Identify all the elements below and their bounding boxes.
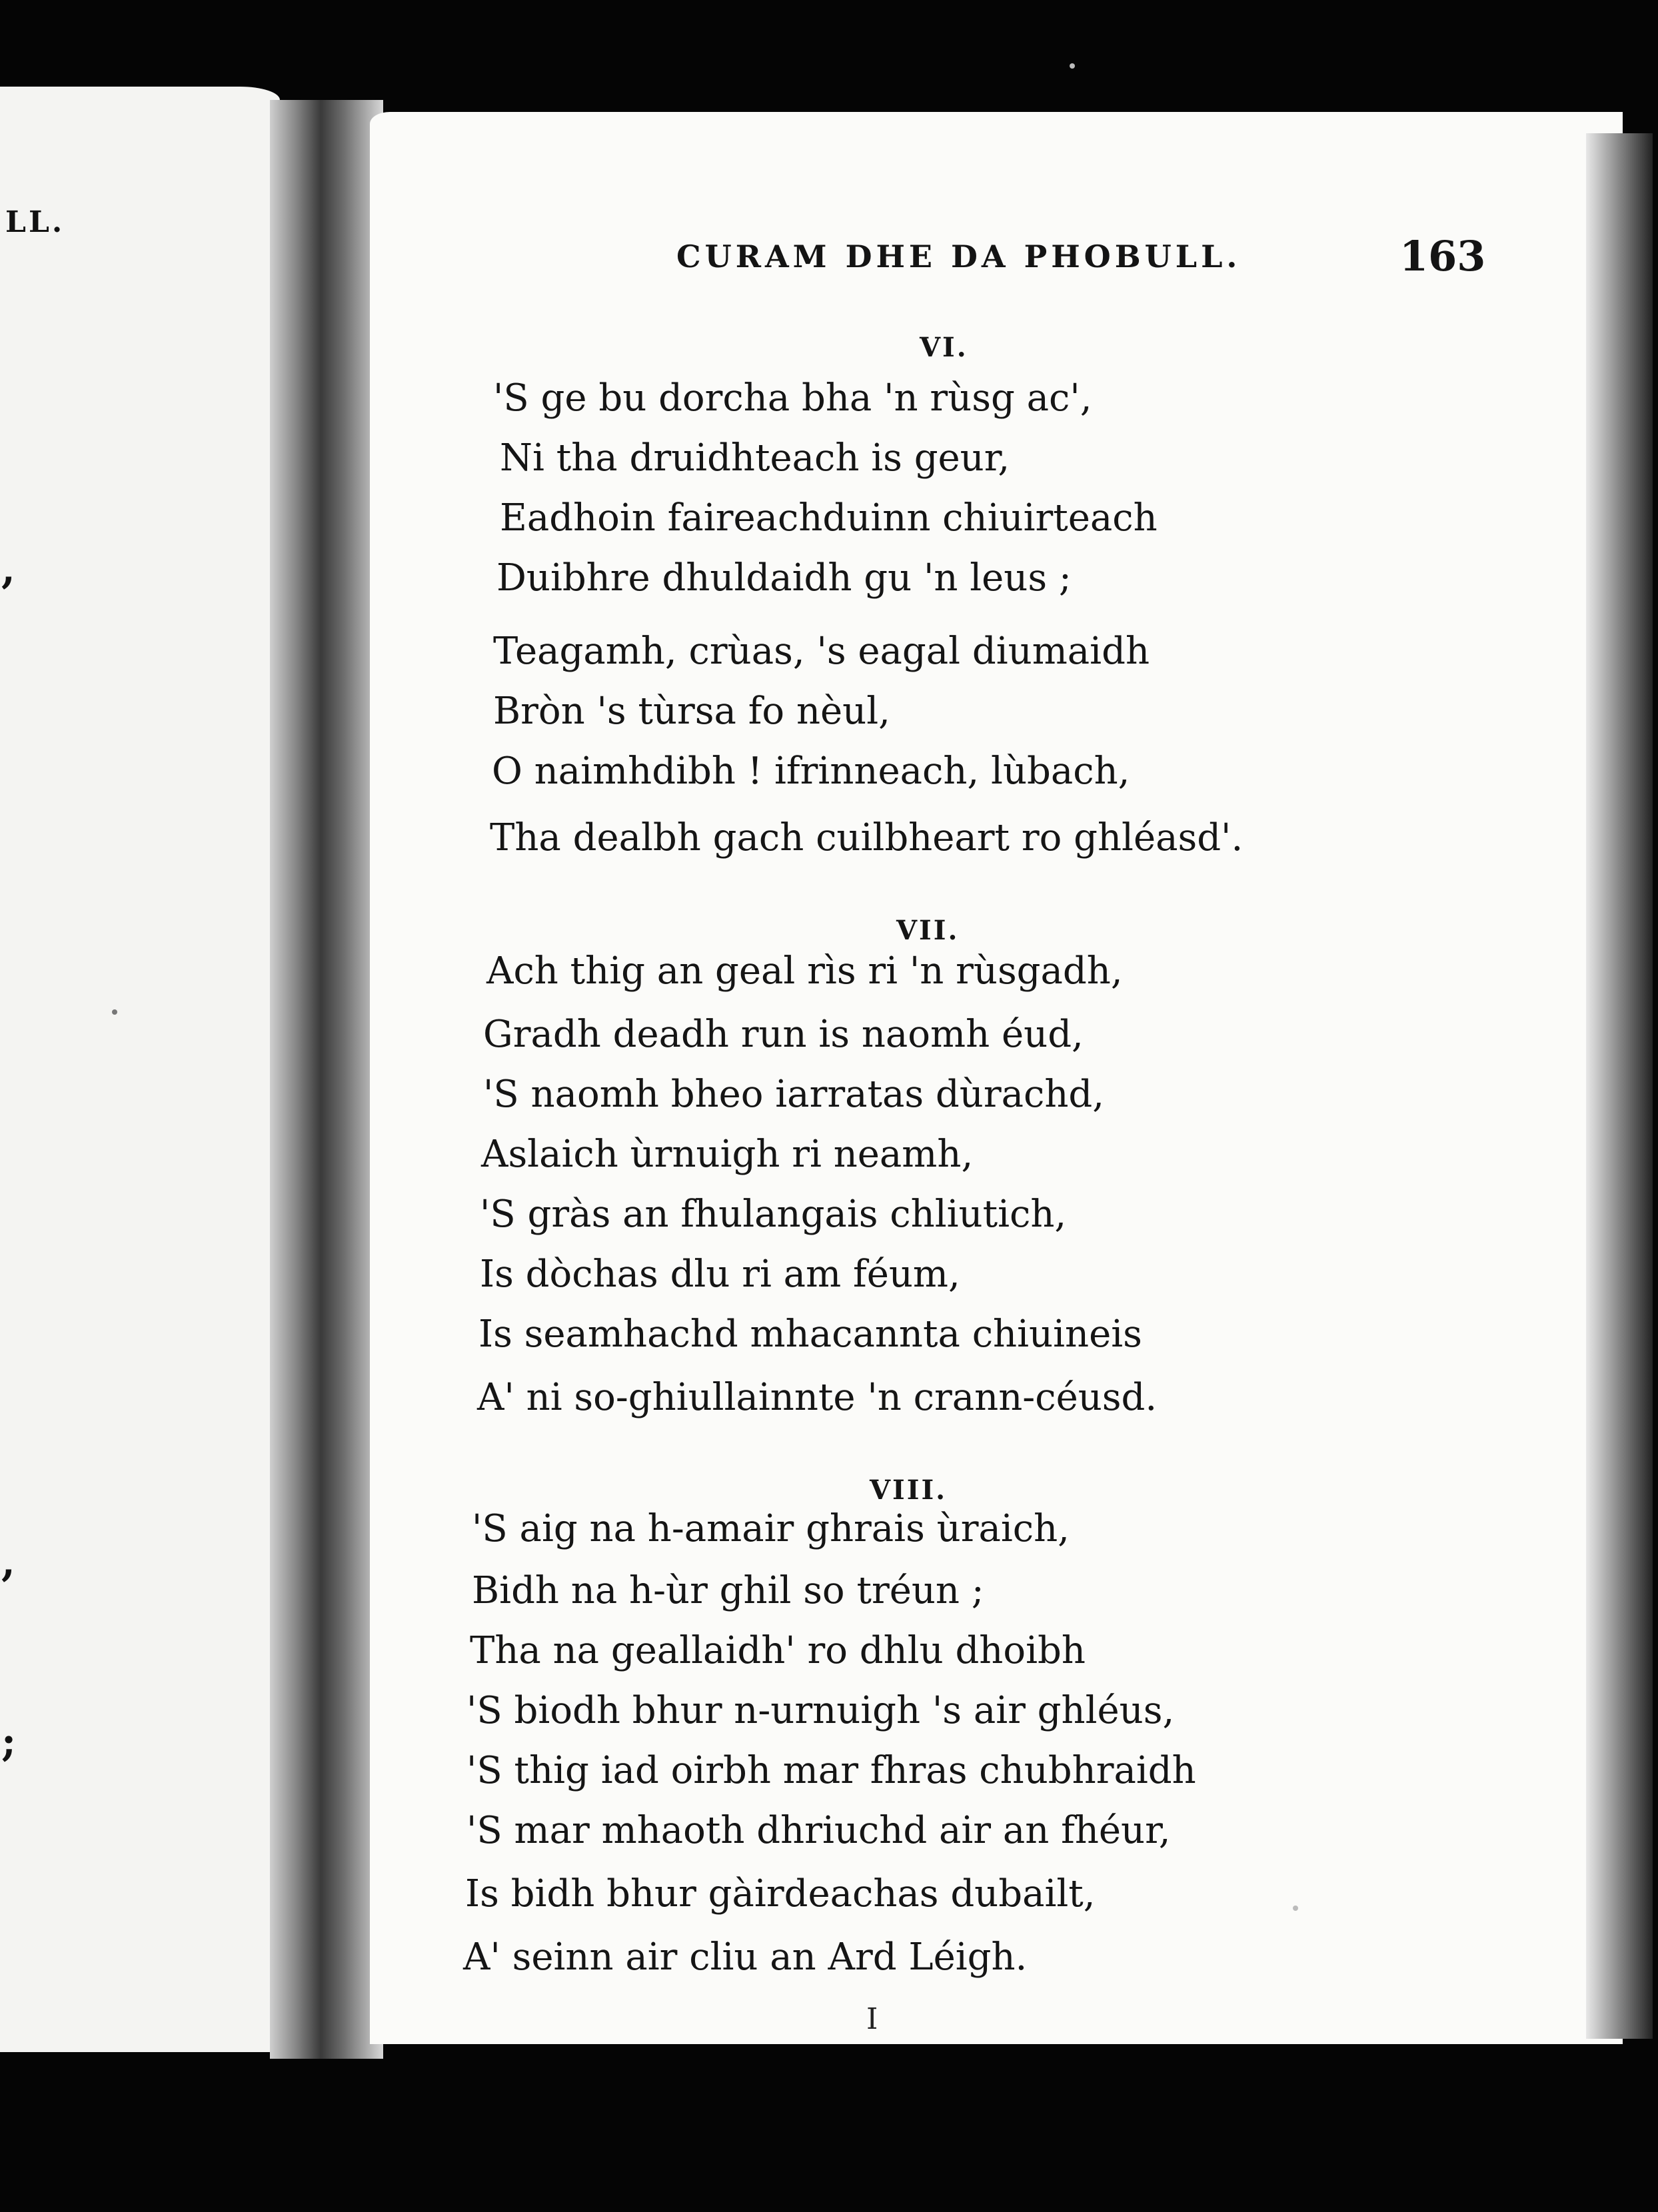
previous-page xyxy=(0,87,280,2052)
stanza-heading: VIII. xyxy=(870,1474,948,1506)
verse-line: Gradh deadh run is naomh éud, xyxy=(483,1013,1084,1056)
verse-line: Bròn 's tùrsa fo nèul, xyxy=(493,690,890,733)
page-number: 163 xyxy=(1399,232,1486,280)
verse-line: Tha dealbh gach cuilbheart ro ghléasd'. xyxy=(490,816,1244,859)
signature-mark: I xyxy=(866,2002,878,2036)
verse-line: 'S naomh bheo iarratas dùrachd, xyxy=(483,1073,1105,1116)
verse-line: A' seinn air cliu an Ard Léigh. xyxy=(463,1936,1028,1979)
verse-line: Duibhre dhuldaidh gu 'n leus ; xyxy=(496,556,1072,600)
verse-line: Ni tha druidhteach is geur, xyxy=(500,436,1010,480)
verse-line: Is dòchas dlu ri am féum, xyxy=(480,1253,960,1296)
stanza-heading: VII. xyxy=(896,915,960,946)
verse-line: Ach thig an geal rìs ri 'n rùsgadh, xyxy=(486,949,1123,993)
verse-line: O naimhdibh ! ifrinneach, lùbach, xyxy=(492,750,1130,793)
previous-page-punctuation: , xyxy=(1,1539,15,1586)
running-head: CURAM DHE DA PHOBULL. xyxy=(676,239,1242,275)
page-edge-shadow xyxy=(1586,133,1653,2039)
verse-line: 'S thig iad oirbh mar fhras chubhraidh xyxy=(466,1749,1196,1792)
print-speck xyxy=(1070,63,1075,69)
print-speck xyxy=(1293,1906,1298,1911)
verse-line: Bidh na h-ùr ghil so tréun ; xyxy=(472,1569,984,1612)
verse-line: A' ni so-ghiullainnte 'n crann-céusd. xyxy=(477,1376,1158,1419)
verse-line: Is seamhachd mhacannta chiuineis xyxy=(478,1313,1142,1356)
verse-line: Teagamh, crùas, 's eagal diumaidh xyxy=(493,630,1150,673)
verse-line: 'S biodh bhur n-urnuigh 's air ghléus, xyxy=(466,1689,1175,1732)
verse-line: Is bidh bhur gàirdeachas dubailt, xyxy=(465,1872,1096,1916)
verse-line: Tha na geallaidh' ro dhlu dhoibh xyxy=(470,1629,1086,1672)
verse-line: 'S ge bu dorcha bha 'n rùsg ac', xyxy=(493,376,1092,420)
previous-page-punctuation: , xyxy=(1,546,15,593)
verse-line: Aslaich ùrnuigh ri neamh, xyxy=(481,1133,974,1176)
verse-line: 'S gràs an fhulangais chliutich, xyxy=(480,1193,1067,1236)
previous-page-punctuation: ; xyxy=(1,1719,17,1766)
verse-line: 'S mar mhaoth dhriuchd air an fhéur, xyxy=(466,1809,1171,1852)
previous-page-running-head-fragment: LL. xyxy=(5,205,65,239)
stanza-heading: VI. xyxy=(920,332,968,363)
print-speck xyxy=(112,1009,117,1015)
verse-line: Eadhoin faireachduinn chiuirteach xyxy=(500,496,1158,540)
book-gutter xyxy=(270,100,383,2059)
verse-line: 'S aig na h-amair ghrais ùraich, xyxy=(472,1507,1070,1550)
